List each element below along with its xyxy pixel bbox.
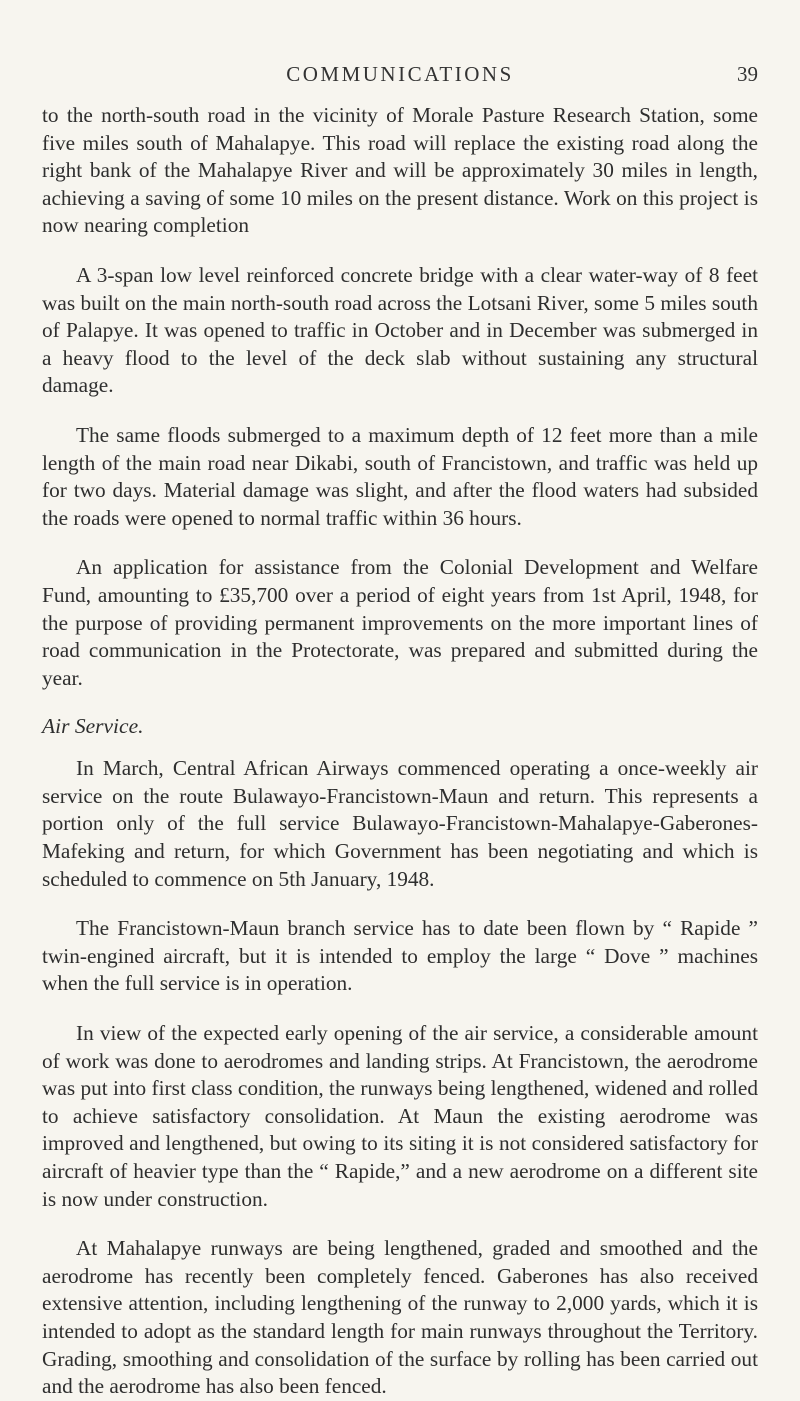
section-heading-air-service: Air Service. [42, 714, 144, 739]
running-title: COMMUNICATIONS [286, 62, 514, 86]
paragraph-development-fund: An application for assistance from the Colonial Development and Welfare Fund, amounting to £35,700 over a period of eight years from 1st April, 1948, for the purpose of providing permanent improvements on the more important lines of road communication in the Protectorate, was prepared and submitted during the year. [42, 555, 758, 690]
paragraph-maun-branch: The Francistown-Maun branch service has to date been flown by “ Rapide ” twin-engined aircraft, but it is intended to employ the large “ Dove ” machines when the full service is in operation. [42, 916, 758, 996]
paragraph-dikabi-floods: The same floods submerged to a maximum depth of 12 feet more than a mile length of the main road near Dikabi, south of Francistown, and traffic was held up for two days. Material damage was slight, and after the flood waters had subsided the roads were opened to normal traffic within 36 hours. [42, 422, 758, 530]
paragraph-aerodromes: In view of the expected early opening of the air service, a considerable amount of work was done to aerodromes and landing strips. At Francistown, the aerodrome was put into first class condition, the runways being lengthened, widened and rolled to achieve satisfactory consolidation. At Maun the existing aerodrome was improved and lengthened, but owing to its siting it is not considered satisfactory for aircraft of heavier type than the “ Rapide,” and a new aerodrome on a different site is now under construction. [42, 1021, 758, 1211]
paragraph-north-south-road: to the north-south road in the vicinity of Morale Pasture Research Station, some five miles south of Mahalapye. This road will replace the existing road along the right bank of the Mahalapye River and will be approximately 30 miles in length, achieving a saving of some 10 miles on the present distance. Work on this project is now nearing completion [42, 103, 758, 238]
paragraph-mahalapye-gaberones: At Mahalapye runways are being lengthened, graded and smoothed and the aerodrome has recently been completely fenced. Gaberones has also received extensive attention, including lengthening of the runway to 2,000 yards, which it is intended to adopt as the standard length for main runways throughout the Territory. Grading, smoothing and consolidation of the surface by rolling has been carried out and the aerodrome has also been fenced. [42, 1236, 758, 1399]
paragraph-central-african-airways: In March, Central African Airways commenced operating a once-weekly air service on the route Bulawayo-Francistown-Maun and return. This represents a portion only of the full service Bulawayo-Francistown-Mahalapye-Gaberones-Mafeking and return, for which Government has been negotiating and which is scheduled to commence on 5th January, 1948. [42, 756, 758, 891]
paragraph-lotsani-bridge: A 3-span low level reinforced concrete bridge with a clear water-way of 8 feet was built on the main north-south road across the Lotsani River, some 5 miles south of Palapye. It was opened to traffic in October and in December was submerged in a heavy flood to the level of the deck slab without sustaining any structural damage. [42, 262, 758, 398]
running-head [42, 62, 758, 102]
page-number: 39 [737, 62, 758, 86]
